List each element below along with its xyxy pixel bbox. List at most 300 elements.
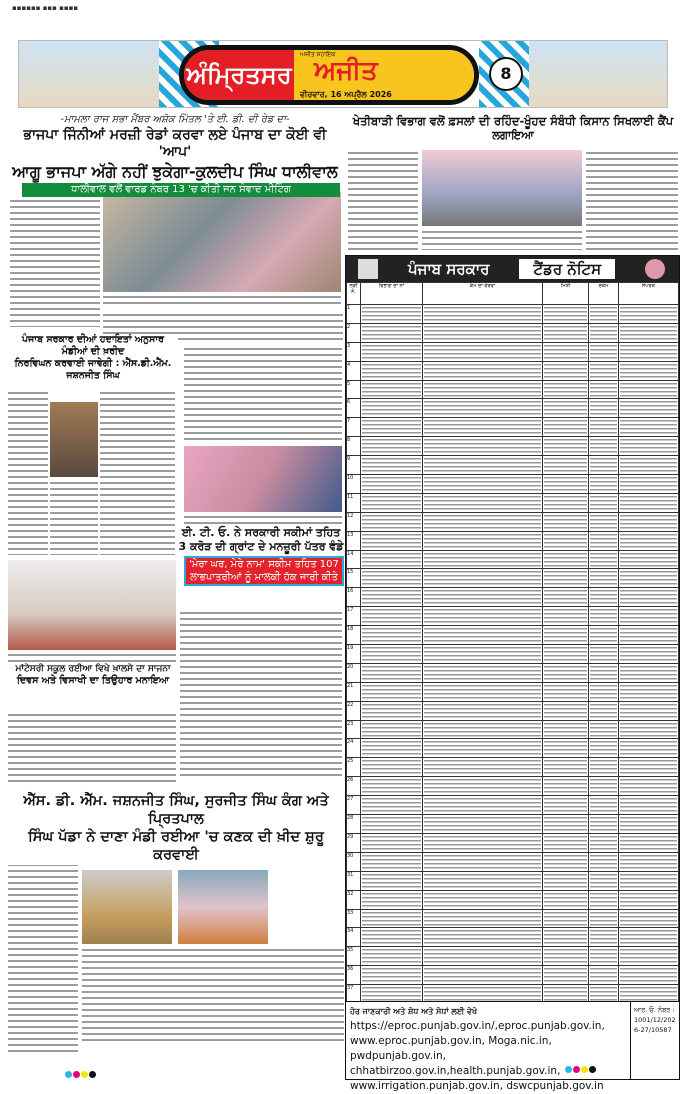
row-serial: 22 [347,701,361,720]
row-cell [619,323,679,342]
row-cell [619,871,679,890]
tender-row [347,739,679,758]
row-serial: 37 [347,985,361,1004]
row-cell [543,852,589,871]
story3-caption [184,514,342,524]
row-cell [543,361,589,380]
row-cell [543,456,589,475]
story5-headline-1: ਐੱਸ. ਡੀ. ਐੱਮ. ਜਸ਼ਨਜੀਤ ਸਿੰਘ, ਸੁਰਜੀਤ ਸਿੰਘ ਕੰਗ ਅਤੇ ਪ੍ਰਿਤਪਾਲ [23,793,329,828]
row-cell [589,871,619,890]
row-serial: 25 [347,758,361,777]
row-cell [589,418,619,437]
row-serial: 1 [347,305,361,324]
row-serial: 21 [347,682,361,701]
row-cell [423,607,543,626]
row-serial: 7 [347,418,361,437]
punjab-emblem-icon [358,259,378,279]
row-cell [619,852,679,871]
story4-headline-1: ਮਾਂਟੇਸਰੀ ਸਕੂਲ ਰਈਆ ਵਿਖੇ ਖ਼ਾਲਸੇ ਦਾ ਸਾਜਨਾ [15,664,171,674]
tender-row [347,928,679,947]
lead-headline-1: ਭਾਜਪਾ ਜਿੰਨੀਆਂ ਮਰਜ਼ੀ ਰੇਡਾਂ ਕਰਵਾ ਲਏ ਪੰਜਾਬ ਦਾ ਕੋਈ ਵੀ 'ਆਪ' [23,126,327,160]
tender-row [347,682,679,701]
row-cell [361,305,423,324]
row-cell [543,833,589,852]
row-cell [543,437,589,456]
story2-body-2 [100,390,175,555]
row-serial: 20 [347,663,361,682]
tender-title: ਟੈਂਡਰ ਨੋਟਿਸ [519,259,615,279]
row-cell [423,550,543,569]
row-serial: 28 [347,815,361,834]
row-cell [361,796,423,815]
mandi-photo [178,870,268,944]
row-cell [361,966,423,985]
row-serial: 10 [347,475,361,494]
row-serial: 35 [347,947,361,966]
row-cell [361,569,423,588]
row-cell [619,909,679,928]
row-cell [423,399,543,418]
tender-row [347,493,679,512]
row-cell [423,833,543,852]
story3-box: 'ਮੇਰਾ ਘਰ, ਮੇਰੇ ਨਾਮ' ਸਕੀਮ ਤਹਿਤ 107 ਲਾਭਪਾਤਰੀਆਂ ਨੂੰ ਮਾਲਕੀ ਹੱਕ ਜਾਰੀ ਕੀਤੇ [184,556,344,586]
row-cell [589,739,619,758]
row-cell [619,966,679,985]
tender-row [347,815,679,834]
row-cell [543,569,589,588]
story3-headline-1: ਈ. ਟੀ. ਓ. ਨੇ ਸਰਕਾਰੀ ਸਕੀਮਾਂ ਤਹਿਤ [181,526,341,539]
row-serial: 24 [347,739,361,758]
row-cell [589,626,619,645]
row-serial: 23 [347,720,361,739]
row-cell [543,645,589,664]
tender-url[interactable]: https://eproc.punjab.gov.in/,eproc.punjab.gov.in, [350,1020,605,1032]
row-cell [589,512,619,531]
row-cell [589,796,619,815]
farmer-camp-photo [422,150,582,226]
row-cell [619,361,679,380]
row-cell [361,720,423,739]
tender-row [347,796,679,815]
row-cell [589,550,619,569]
row-cell [423,493,543,512]
row-serial: 32 [347,890,361,909]
row-cell [543,588,589,607]
row-cell [589,437,619,456]
row-cell [423,739,543,758]
row-cell [361,418,423,437]
color-registration-marks [565,1058,597,1077]
row-serial: 14 [347,550,361,569]
row-serial: 31 [347,871,361,890]
row-cell [423,569,543,588]
row-cell [361,607,423,626]
tender-row [347,512,679,531]
row-cell [589,475,619,494]
row-cell [619,531,679,550]
row-cell [361,890,423,909]
row-serial: 5 [347,380,361,399]
row-cell [543,720,589,739]
masthead-logo [179,45,479,105]
row-serial: 17 [347,607,361,626]
tender-row [347,626,679,645]
row-cell [543,815,589,834]
row-cell [619,833,679,852]
tender-footer-lead: ਹੋਰ ਜਾਣਕਾਰੀ ਅਤੇ ਸ਼ੋਧ ਅਤੇ ਸੋਧਾਂ ਲਈ ਵੇਖੋ [350,1007,478,1016]
col-date: ਮਿਤੀ [543,283,589,305]
row-cell [619,815,679,834]
row-cell [423,815,543,834]
tender-row [347,966,679,985]
row-cell [589,928,619,947]
story6-caption [422,229,582,250]
row-cell [543,777,589,796]
row-serial: 9 [347,456,361,475]
row-cell [589,890,619,909]
tender-row [347,758,679,777]
story5-body [8,862,78,1052]
row-serial: 3 [347,342,361,361]
row-cell [423,626,543,645]
story2-headline-group [8,334,178,382]
row-cell [543,380,589,399]
row-cell [423,663,543,682]
row-cell [423,966,543,985]
row-cell [543,796,589,815]
row-cell [589,720,619,739]
tender-table [346,282,679,1004]
row-cell [423,909,543,928]
tender-row [347,323,679,342]
date: ਵੀਰਵਾਰ, 16 ਅਪ੍ਰੈਲ 2026 [300,90,392,99]
story3-photo [184,446,342,512]
row-cell [619,588,679,607]
row-cell [423,777,543,796]
row-cell [361,531,423,550]
masthead [18,40,668,108]
row-cell [543,928,589,947]
row-cell [361,475,423,494]
row-cell [589,645,619,664]
row-cell [423,342,543,361]
tender-row [347,701,679,720]
row-cell [589,852,619,871]
row-cell [361,550,423,569]
tender-row [347,361,679,380]
row-cell [619,437,679,456]
print-slug: ▪▪▪▪▪▪ ▪▪▪ ▪▪▪▪ [12,4,79,12]
tender-row [347,342,679,361]
row-cell [423,928,543,947]
story6-headline-group [345,114,681,143]
row-cell [619,682,679,701]
row-cell [423,361,543,380]
school-caption [8,652,176,662]
tender-row [347,607,679,626]
tender-row [347,871,679,890]
row-cell [361,361,423,380]
row-cell [361,588,423,607]
row-cell [619,796,679,815]
story3-headline-2: 3 ਕਰੋੜ ਦੀ ਗ੍ਰਾਂਟ ਦੇ ਮਨਜ਼ੂਰੀ ਪੱਤਰ ਵੰਡੇ [178,539,344,553]
tender-url[interactable]: www.eproc.punjab.gov.in, Moga.nic.in, pwdpunjab.gov.in, [350,1035,552,1062]
row-cell [589,815,619,834]
row-cell [543,758,589,777]
row-cell [543,682,589,701]
row-serial: 12 [347,512,361,531]
story5-body-2 [82,947,344,1045]
seal-icon [645,259,665,279]
row-serial: 34 [347,928,361,947]
page-number: 8 [489,57,523,91]
row-serial: 2 [347,323,361,342]
story2-body [8,390,48,555]
color-registration-marks [65,1063,97,1082]
row-cell [423,720,543,739]
row-cell [619,305,679,324]
row-cell [619,701,679,720]
tender-row [347,909,679,928]
row-cell [423,947,543,966]
row-cell [543,739,589,758]
row-cell [589,531,619,550]
tender-row [347,777,679,796]
tender-row [347,833,679,852]
tender-row [347,456,679,475]
row-cell [361,645,423,664]
ro-label: ਆਰ. ਓ. ਨੰਬਰ : [634,1006,675,1014]
story3-body-top [184,346,342,443]
row-cell [361,852,423,871]
row-cell [619,512,679,531]
row-cell [361,871,423,890]
row-cell [361,909,423,928]
row-serial: 15 [347,569,361,588]
row-cell [543,947,589,966]
row-cell [543,531,589,550]
col-department: ਵਿਭਾਗ ਦਾ ਨਾਂ [361,283,423,305]
row-cell [589,777,619,796]
row-cell [619,456,679,475]
row-cell [423,890,543,909]
tender-row [347,947,679,966]
row-cell [543,871,589,890]
story6-body-2 [586,150,678,250]
tender-row [347,550,679,569]
row-cell [423,701,543,720]
row-cell [619,777,679,796]
row-cell [589,493,619,512]
row-cell [361,663,423,682]
col-contact: ਸੰਪਰਕ [619,283,679,305]
row-cell [361,626,423,645]
row-cell [361,833,423,852]
story3-headline-group [178,526,344,586]
row-cell [619,758,679,777]
row-cell [543,493,589,512]
row-cell [423,512,543,531]
row-cell [361,399,423,418]
row-cell [589,588,619,607]
row-cell [589,456,619,475]
row-cell [589,966,619,985]
tender-row [347,418,679,437]
row-cell [423,418,543,437]
sdm-portrait [50,402,98,477]
col-serial: ਲੜੀ ਨੰ. [347,283,361,305]
row-cell [619,550,679,569]
tender-notice [345,255,680,1092]
row-cell [361,493,423,512]
row-cell [589,323,619,342]
school-photo [8,560,176,650]
row-cell [423,871,543,890]
row-cell [619,947,679,966]
row-cell [619,626,679,645]
row-cell [361,380,423,399]
lead-subhead: ਧਾਲੀਵਾਲ ਵਲੋਂ ਵਾਰਡ ਨੰਬਰ 13 'ਚ ਕੀਤੀ ਜਨ ਸੰਵਾਦ ਮੀਟਿੰਗ [22,183,340,197]
tender-row [347,852,679,871]
tender-row [347,305,679,324]
row-cell [589,305,619,324]
story2-headline-1: ਪੰਜਾਬ ਸਰਕਾਰ ਦੀਆਂ ਹਦਾਇਤਾਂ ਅਨੁਸਾਰ ਮੰਡੀਆਂ ਦੀ ਖ਼ਰੀਦ [22,334,164,357]
wheat-photo [82,870,172,944]
row-serial: 36 [347,966,361,985]
story4-headline-group [8,664,178,687]
row-cell [361,947,423,966]
tender-row [347,437,679,456]
row-cell [543,550,589,569]
row-cell [423,758,543,777]
row-cell [543,626,589,645]
row-serial: 18 [347,626,361,645]
row-cell [619,342,679,361]
row-cell [619,569,679,588]
col-description: ਕੰਮ ਦਾ ਵੇਰਵਾ [423,283,543,305]
edition-label: ਅਜੀਤ ਸਹਾਇਕ [300,51,336,58]
row-cell [423,305,543,324]
row-cell [361,777,423,796]
row-cell [361,512,423,531]
row-cell [543,342,589,361]
tender-row [347,720,679,739]
tender-row [347,663,679,682]
row-cell [619,475,679,494]
row-cell [543,663,589,682]
row-cell [589,909,619,928]
row-cell [423,475,543,494]
row-serial: 27 [347,796,361,815]
lead-photo [103,192,341,292]
tender-url[interactable]: www.irrigation.punjab.gov.in, dswcpunjab.gov.in [350,1080,604,1092]
row-cell [619,645,679,664]
row-serial: 16 [347,588,361,607]
tender-row [347,645,679,664]
row-cell [589,607,619,626]
row-cell [589,758,619,777]
row-cell [361,701,423,720]
row-cell [361,323,423,342]
temple-tower-image [527,41,667,107]
tender-url[interactable]: chhatbirzoo.gov.in,health.punjab.gov.in, [350,1065,561,1077]
lead-caption [103,294,341,308]
row-cell [361,342,423,361]
row-serial: 30 [347,852,361,871]
story6-body [348,150,418,250]
row-cell [589,947,619,966]
story4-headline-2: ਦਿਵਸ ਅਤੇ ਵਿਸਾਖੀ ਦਾ ਤਿਉਹਾਰ ਮਨਾਇਆ [16,675,170,687]
tender-row [347,380,679,399]
row-serial: 13 [347,531,361,550]
story3-body [180,610,342,780]
row-cell [423,437,543,456]
tender-row [347,588,679,607]
row-serial: 29 [347,833,361,852]
lead-body [10,192,100,327]
row-cell [543,418,589,437]
row-cell [543,305,589,324]
row-cell [619,380,679,399]
row-cell [589,399,619,418]
ro-number: 1001/12/2026-27/10587 [634,1016,676,1034]
row-serial: 33 [347,909,361,928]
row-cell [361,739,423,758]
row-cell [543,399,589,418]
row-serial: 26 [347,777,361,796]
row-cell [423,380,543,399]
story4-body [8,712,176,785]
row-cell [423,852,543,871]
row-cell [423,682,543,701]
row-cell [543,966,589,985]
row-cell [423,645,543,664]
row-serial: 4 [347,361,361,380]
row-cell [423,531,543,550]
row-cell [361,815,423,834]
row-cell [589,342,619,361]
row-cell [619,739,679,758]
row-serial: 6 [347,399,361,418]
story2-headline-2: ਨਿਰਵਿਘਨ ਕਰਵਾਈ ਜਾਵੇਗੀ : ਐੱਸ.ਡੀ.ਐੱਮ. ਜਸ਼ਨਜੀਤ ਸਿੰਘ [14,357,172,381]
row-cell [589,361,619,380]
title-right: ਅਜੀਤ [314,56,378,86]
tender-row [347,569,679,588]
row-cell [361,682,423,701]
row-cell [619,493,679,512]
tender-row [347,399,679,418]
row-serial: 19 [347,645,361,664]
lead-headline-group [10,114,340,197]
row-cell [589,663,619,682]
row-cell [619,663,679,682]
lead-headline-2: ਆਗੂ ਭਾਜਪਾ ਅੱਗੇ ਨਹੀਂ ਝੁਕੇਗਾ-ਕੁਲਦੀਪ ਸਿੰਘ ਧਾਲੀਵਾਲ [12,161,338,181]
row-cell [619,399,679,418]
row-cell [423,588,543,607]
row-cell [361,437,423,456]
row-cell [543,607,589,626]
tender-row [347,531,679,550]
row-cell [543,475,589,494]
col-amount: ਰਕਮ [589,283,619,305]
story5-headline-2: ਸਿੰਘ ਪੱਡਾ ਨੇ ਦਾਣਾ ਮੰਡੀ ਰਈਆ 'ਚ ਕਣਕ ਦੀ ਖ਼ੀਦ ਸ਼ੁਰੂ ਕਰਵਾਈ [28,829,324,864]
row-cell [543,909,589,928]
row-serial: 11 [347,493,361,512]
row-cell [423,796,543,815]
tender-govt: ਪੰਜਾਬ ਸਰਕਾਰ [408,260,490,278]
row-cell [361,456,423,475]
tender-row [347,475,679,494]
